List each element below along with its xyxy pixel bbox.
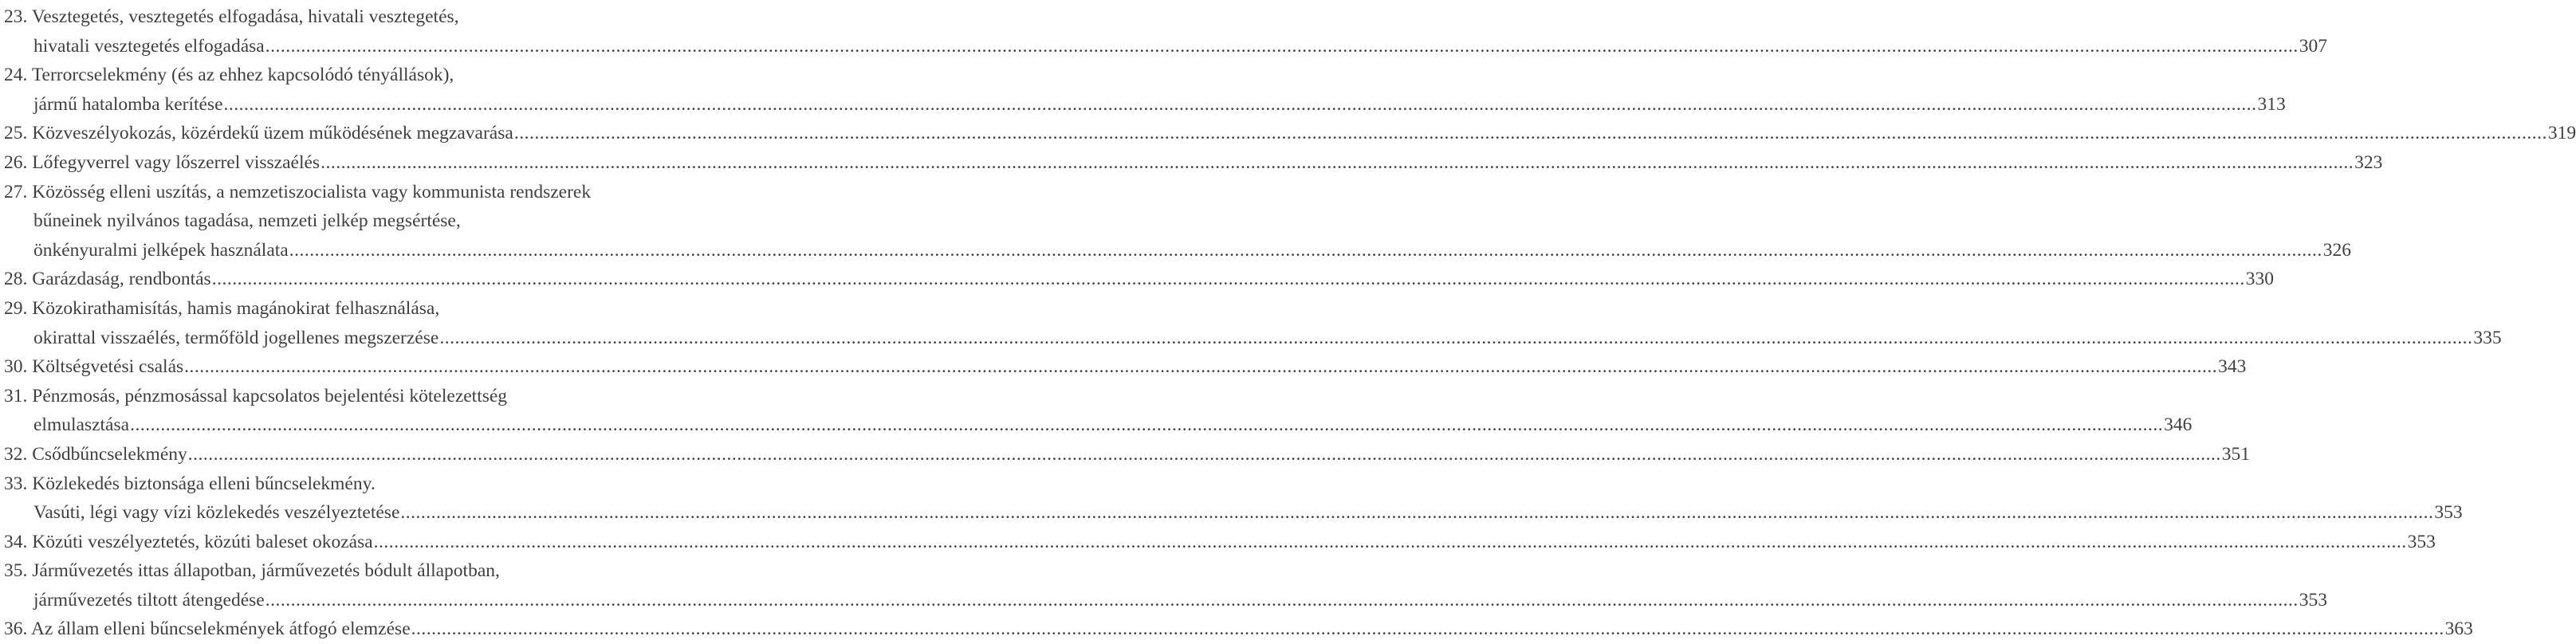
toc-entry-title: 34. Közúti veszélyeztetés, közúti baleset okozása bbox=[4, 531, 373, 552]
toc-dot-leader: ................................................................................................................................................................................................................................................................................................................................................................................................................ bbox=[211, 269, 2245, 290]
toc-entry-line bbox=[0, 236, 2351, 265]
toc-page-number: 351 bbox=[2221, 443, 2250, 465]
toc-entry-line: 29. Közokirathamisítás, hamis magánokirat felhasználása, bbox=[4, 297, 440, 319]
toc-page-number: 313 bbox=[2257, 93, 2286, 115]
toc-page-number: 353 bbox=[2434, 502, 2463, 524]
toc-entry-title: 28. Garázdaság, rendbontás bbox=[4, 269, 211, 290]
toc-entry-line: 33. Közlekedés biztonsága elleni bűncselekmény. bbox=[4, 473, 376, 494]
toc-entry-line bbox=[0, 352, 2247, 382]
toc-entry-line bbox=[0, 119, 2576, 148]
toc-dot-leader: ................................................................................................................................................................................................................................................................................................................................................................................................................ bbox=[289, 239, 2322, 261]
toc-entry-line bbox=[0, 615, 2473, 644]
toc-entry-line: 35. Járművezetés ittas állapotban, járművezetés bódult állapotban, bbox=[4, 560, 500, 582]
toc-entry-title: 25. Közveszélyokozás, közérdekű üzem működésének megzavarása bbox=[4, 123, 513, 144]
toc-entry-title: okirattal visszaélés, termőföld jogellenes megszerzése bbox=[33, 327, 439, 348]
toc-page-number: 335 bbox=[2473, 327, 2502, 348]
toc-entry-title: 26. Lőfegyverrel vagy lőszerrel visszaélés bbox=[4, 151, 321, 173]
toc-entry-title: jármű hatalomba kerítése bbox=[33, 93, 223, 115]
toc-entry-title: önkényuralmi jelképek használata bbox=[33, 239, 289, 261]
toc-entry-title: 32. Csődbűncselekmény bbox=[4, 443, 187, 465]
toc-dot-leader: ................................................................................................................................................................................................................................................................................................................................................................................................................ bbox=[400, 502, 2434, 524]
toc-page-number: 353 bbox=[2299, 589, 2327, 611]
toc-dot-leader: ................................................................................................................................................................................................................................................................................................................................................................................................................ bbox=[184, 356, 2218, 378]
toc-page-number: 307 bbox=[2299, 35, 2327, 57]
toc-entry-line: bűneinek nyilvános tagadása, nemzeti jelkép megsértése, bbox=[33, 210, 461, 232]
toc-entry-title: hivatali vesztegetés elfogadása bbox=[33, 35, 265, 57]
toc-dot-leader: ................................................................................................................................................................................................................................................................................................................................................................................................................ bbox=[223, 93, 2257, 115]
toc-entry-title: járművezetés tiltott átengedése bbox=[33, 589, 265, 611]
toc-dot-leader: ................................................................................................................................................................................................................................................................................................................................................................................................................ bbox=[373, 531, 2407, 552]
toc-dot-leader: ................................................................................................................................................................................................................................................................................................................................................................................................................ bbox=[513, 123, 2547, 144]
toc-entry-title: Vasúti, légi vagy vízi közlekedés veszélyeztetése bbox=[33, 502, 400, 524]
toc-entry-line bbox=[0, 440, 2250, 469]
toc-entry-line: 31. Pénzmosás, pénzmosással kapcsolatos bejelentési kötelezettség bbox=[4, 385, 508, 406]
toc-entry-title: 30. Költségvetési csalás bbox=[4, 356, 184, 378]
toc-entry-line: 27. Közösség elleni uszítás, a nemzetiszocialista vagy kommunista rendszerek bbox=[4, 181, 592, 202]
toc-page-number: 326 bbox=[2322, 239, 2351, 261]
toc-dot-leader: ................................................................................................................................................................................................................................................................................................................................................................................................................ bbox=[187, 443, 2221, 465]
toc-dot-leader: ................................................................................................................................................................................................................................................................................................................................................................................................................ bbox=[411, 618, 2444, 640]
toc-page-number: 343 bbox=[2218, 356, 2247, 378]
toc-entry-line bbox=[0, 32, 2327, 61]
toc-dot-leader: ................................................................................................................................................................................................................................................................................................................................................................................................................ bbox=[265, 35, 2299, 57]
toc-dot-leader: ................................................................................................................................................................................................................................................................................................................................................................................................................ bbox=[321, 151, 2354, 173]
toc-dot-leader: ................................................................................................................................................................................................................................................................................................................................................................................................................ bbox=[439, 327, 2473, 348]
toc-page-number: 353 bbox=[2407, 531, 2436, 552]
toc-page-number: 319 bbox=[2547, 123, 2576, 144]
toc-page-number: 346 bbox=[2164, 414, 2193, 436]
toc-page-number: 330 bbox=[2245, 269, 2274, 290]
toc-page-number: 363 bbox=[2444, 618, 2473, 640]
toc-entry-line bbox=[0, 148, 2383, 178]
toc-entry-title: 36. Az állam elleni bűncselekmények átfogó elemzése bbox=[4, 618, 411, 640]
toc-entry-line bbox=[0, 324, 2502, 353]
toc-entry-line bbox=[0, 528, 2436, 557]
toc-entry-line: 24. Terrorcselekmény (és az ehhez kapcsolódó tényállások), bbox=[4, 65, 454, 86]
toc-entry-line bbox=[0, 410, 2193, 440]
toc-entry-line bbox=[0, 586, 2327, 615]
table-of-contents bbox=[0, 2, 2576, 644]
toc-entry-line bbox=[0, 498, 2463, 528]
toc-page-number: 323 bbox=[2354, 151, 2383, 173]
toc-entry-title: elmulasztása bbox=[33, 414, 130, 436]
toc-entry-line: 23. Vesztegetés, vesztegetés elfogadása, hivatali vesztegetés, bbox=[4, 6, 459, 27]
toc-dot-leader: ................................................................................................................................................................................................................................................................................................................................................................................................................ bbox=[265, 589, 2299, 611]
toc-entry-line bbox=[0, 90, 2286, 120]
toc-dot-leader: ................................................................................................................................................................................................................................................................................................................................................................................................................ bbox=[130, 414, 2164, 436]
toc-entry-line bbox=[0, 265, 2274, 294]
